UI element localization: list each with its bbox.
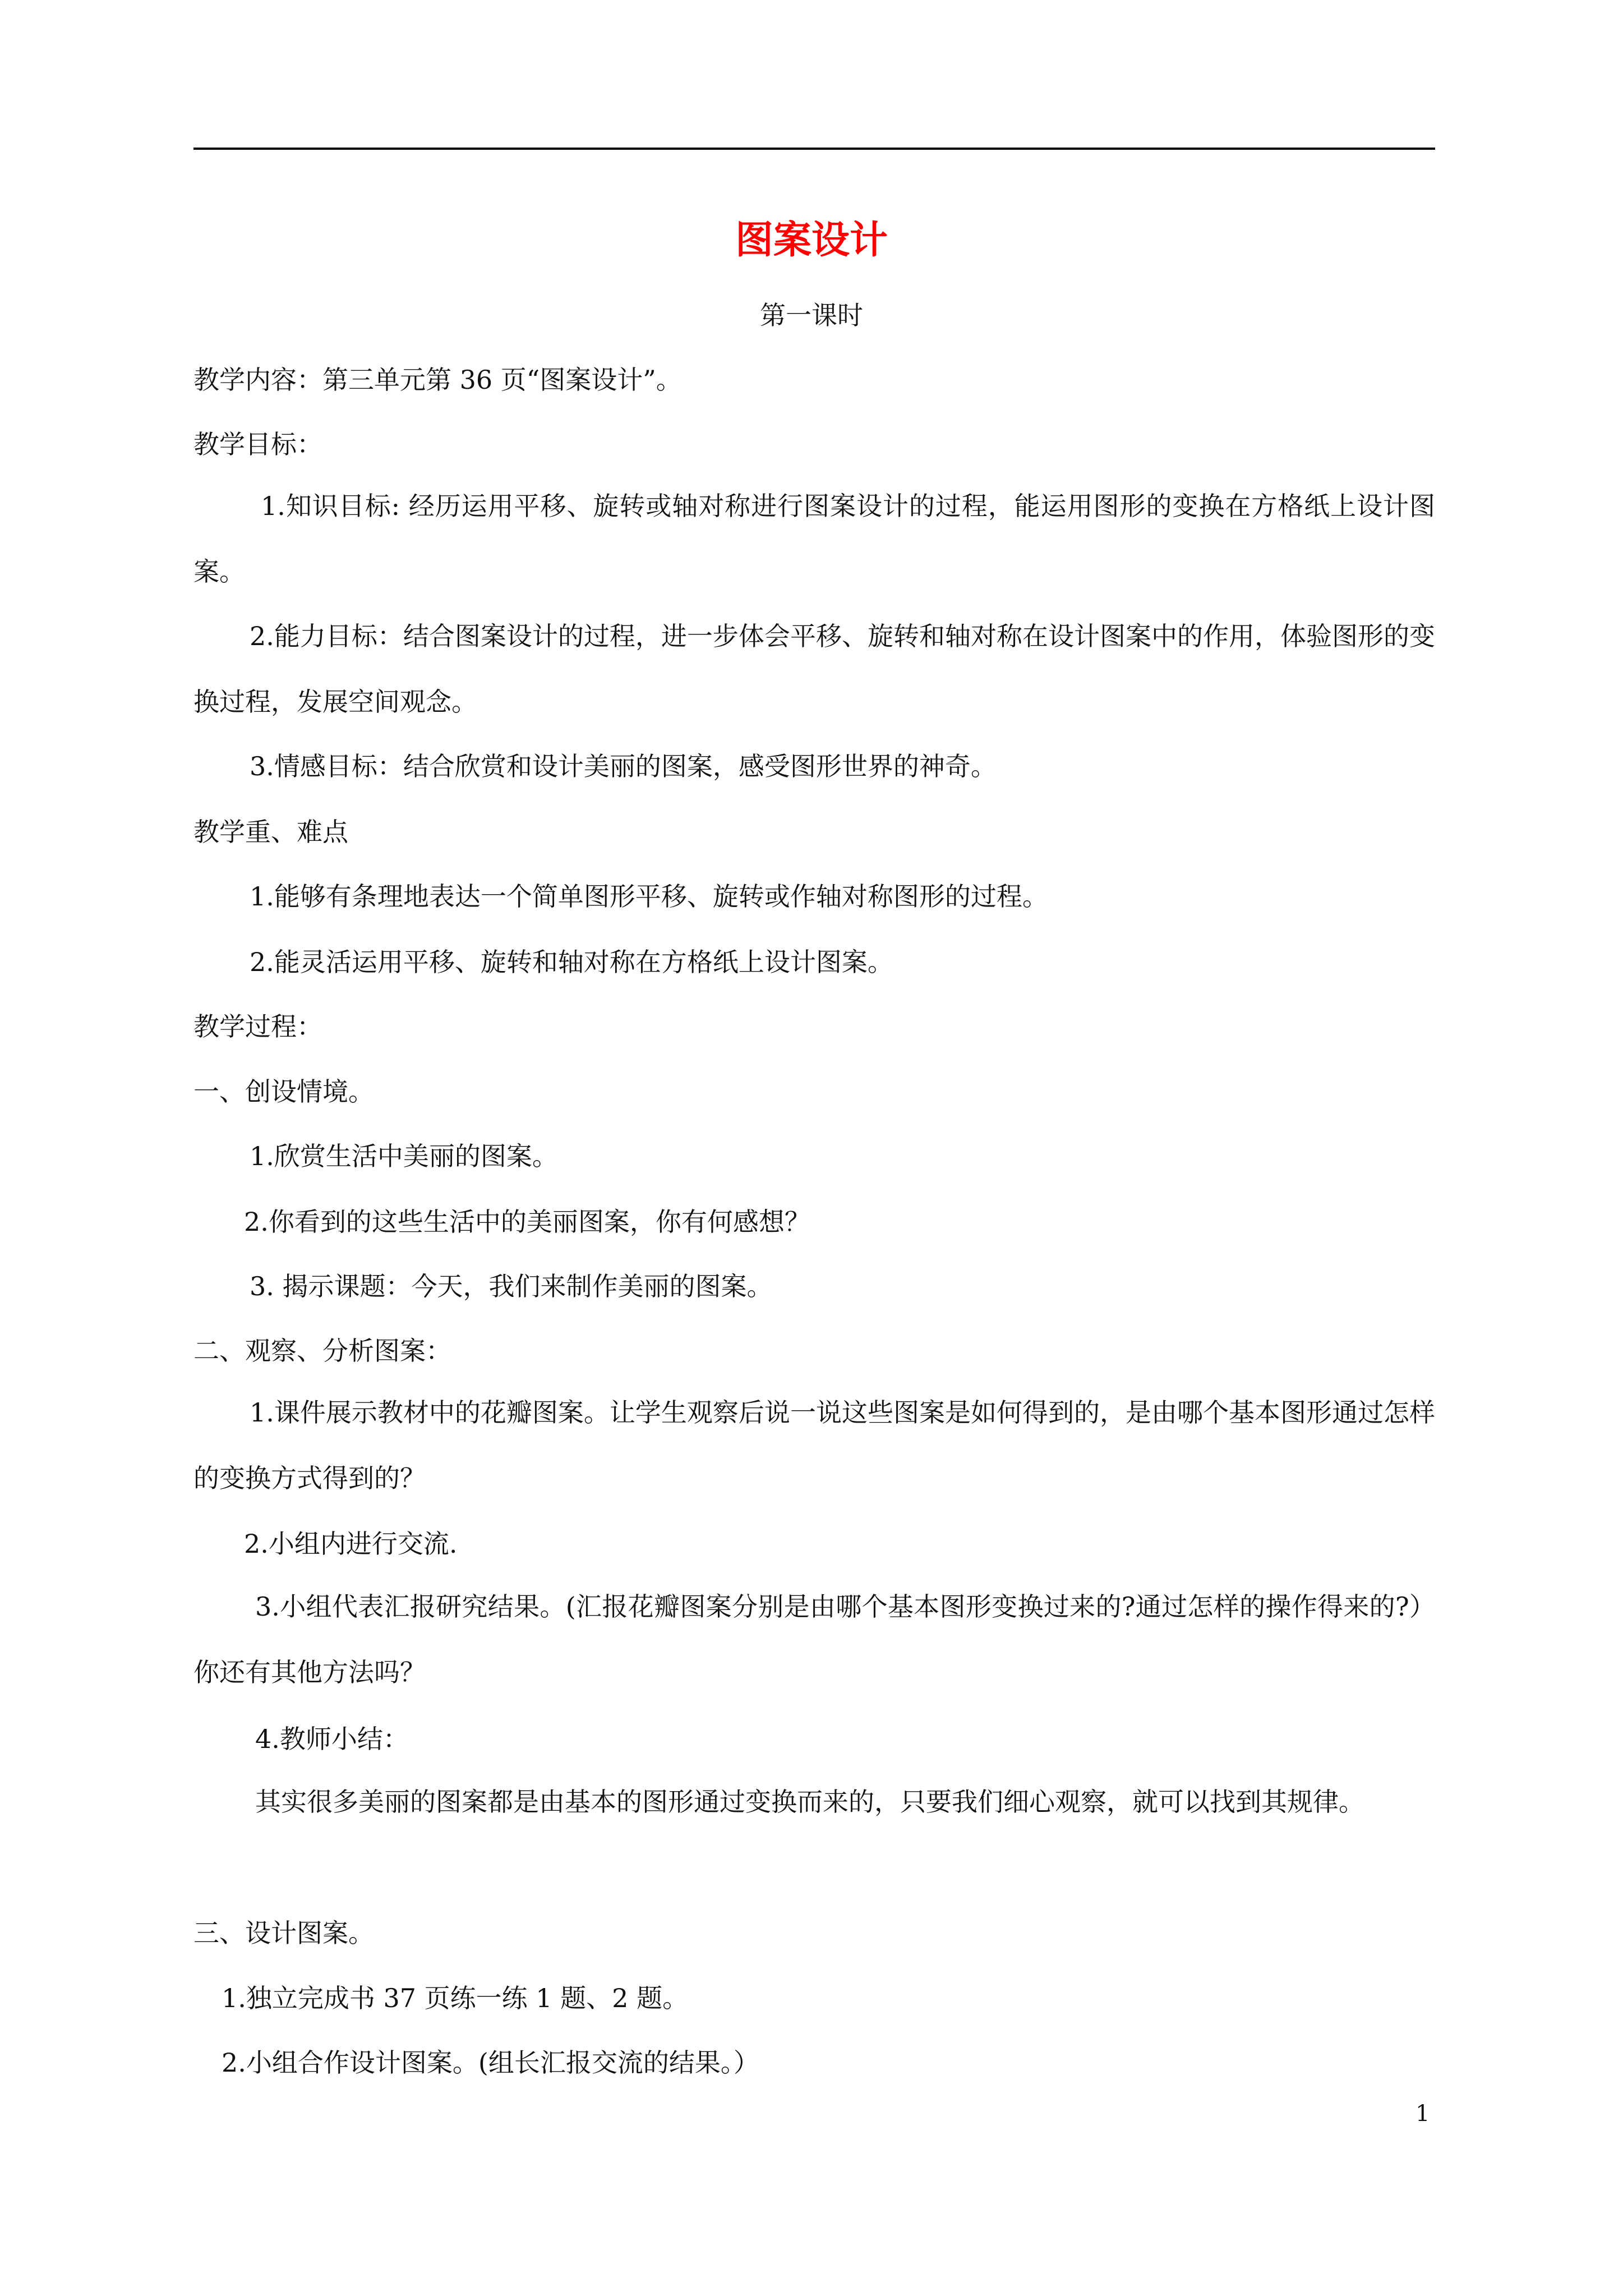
page-number: 1 — [1415, 2101, 1430, 2127]
section-2-item-4: 4.教师小结： — [255, 1724, 409, 1754]
section-3-heading: 三、设计图案。 — [193, 1918, 374, 1948]
process-heading: 教学过程： — [193, 1011, 322, 1042]
section-1-item-2: 2.你看到的这些生活中的美丽图案，你有何感想？ — [244, 1207, 810, 1237]
section-3-item-1: 1.独立完成书 37 页练一练 1 题、2 题。 — [222, 1983, 689, 2013]
section-2-heading: 二、观察、分析图案： — [193, 1336, 451, 1366]
key-point-2: 2.能灵活运用平移、旋转和轴对称在方格纸上设计图案。 — [250, 947, 893, 977]
section-2-summary: 其实很多美丽的图案都是由基本的图形通过变换而来的，只要我们细心观察，就可以找到其规律。 — [255, 1787, 1364, 1817]
objective-3: 3.情感目标：结合欣赏和设计美丽的图案，感受图形世界的神奇。 — [250, 751, 997, 781]
header-rule — [193, 148, 1435, 150]
objective-1: 1.知识目标: 经历运用平移、旋转或轴对称进行图案设计的过程，能运用图形的变换在方格纸上设计图案。 — [193, 491, 1435, 587]
section-1-item-1: 1.欣赏生活中美丽的图案。 — [250, 1141, 558, 1171]
section-2-item-3: 3.小组代表汇报研究结果。(汇报花瓣图案分别是由哪个基本图形变换过来的?通过怎样的操作得来的?）你还有其他方法吗？ — [193, 1591, 1435, 1687]
key-points-heading: 教学重、难点 — [193, 817, 348, 847]
objective-2: 2.能力目标：结合图案设计的过程，进一步体会平移、旋转和轴对称在设计图案中的作用，体验图形的变换过程，发展空间观念。 — [193, 621, 1435, 717]
objectives-heading: 教学目标： — [193, 429, 322, 459]
section-2-item-2: 2.小组内进行交流. — [244, 1529, 458, 1559]
document-title: 图案设计 — [735, 218, 888, 263]
key-point-1: 1.能够有条理地表达一个简单图形平移、旋转或作轴对称图形的过程。 — [250, 881, 1048, 912]
section-2-item-1: 1.课件展示教材中的花瓣图案。让学生观察后说一说这些图案是如何得到的，是由哪个基本图形通过怎样的变换方式得到的？ — [193, 1397, 1435, 1493]
section-3-item-2: 2.小组合作设计图案。(组长汇报交流的结果。） — [222, 2047, 759, 2078]
teaching-content: 教学内容：第三单元第 36 页“图案设计”。 — [193, 365, 682, 395]
section-1-item-3: 3. 揭示课题：今天，我们来制作美丽的图案。 — [250, 1271, 773, 1301]
section-1-heading: 一、创设情境。 — [193, 1076, 374, 1107]
document-subtitle: 第一课时 — [760, 300, 863, 330]
